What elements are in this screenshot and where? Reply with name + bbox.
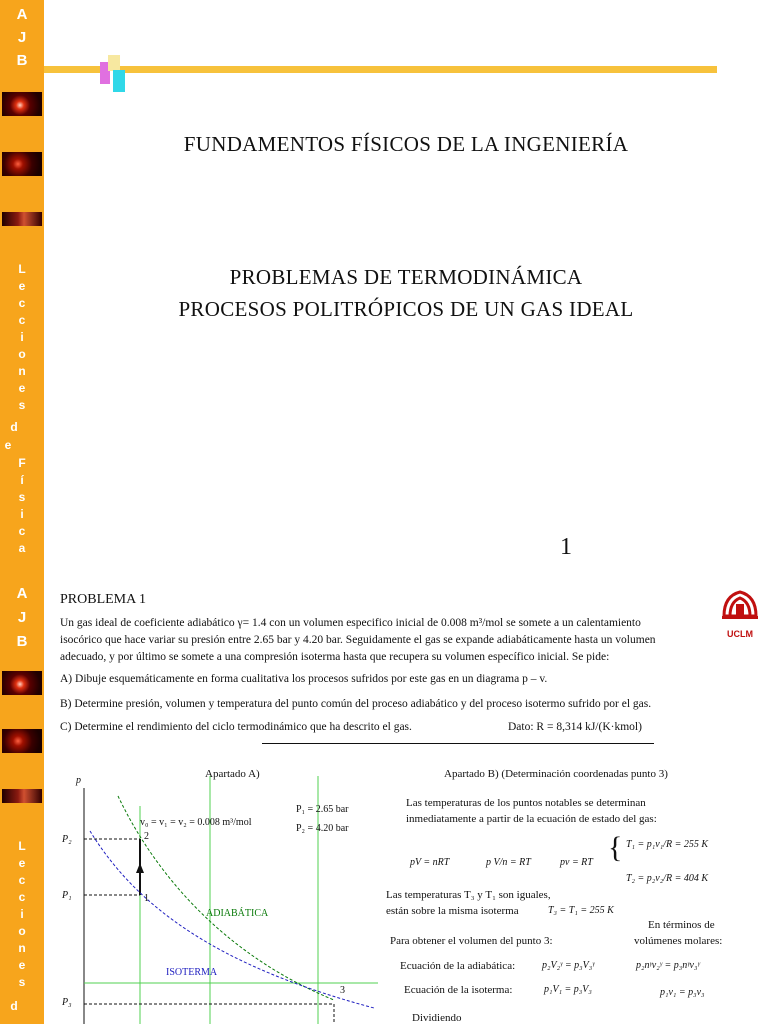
b-intro-line: inmediatamente a partir de la ecuación de estado del gas:	[406, 813, 657, 825]
p2-label: P₂	[62, 834, 72, 845]
molar-caption: En términos de	[648, 919, 715, 931]
sidebar-letter: i	[20, 330, 24, 344]
given-data: Dato: R = 8,314 kJ/(K·kmol)	[508, 721, 642, 733]
eq-state-specific: pv = RT	[560, 857, 593, 868]
sidebar-letter: c	[18, 296, 26, 310]
sidebar-letter: c	[18, 873, 26, 887]
uclm-emblem-icon	[720, 586, 760, 624]
sidebar-letter: c	[18, 524, 26, 538]
sidebar-letter: i	[20, 907, 24, 921]
eq-state-extensive: pV = nRT	[410, 857, 450, 868]
sidebar-letter: A	[16, 6, 28, 23]
eq-state-molar: p V/n = RT	[486, 857, 531, 868]
sidebar-letter: i	[20, 507, 24, 521]
sidebar-letter: n	[18, 941, 26, 955]
isotherm-eq-molar: p₁v₁ = p₃v₃	[660, 987, 705, 998]
sidebar-letter: F	[18, 456, 26, 470]
statement-line: isocórico que hace variar su presión entre 2.65 bar y 4.20 bar. Seguidamente el gas se expande adiabáticamente hasta un volumen	[60, 634, 656, 646]
sidebar-letter: o	[18, 347, 26, 361]
sidebar-letter: c	[18, 890, 26, 904]
sidebar-letter: í	[20, 473, 24, 487]
molar-caption: volúmenes molares:	[634, 935, 723, 947]
p-axis-label: p	[76, 775, 81, 786]
sidebar-letter: J	[17, 609, 27, 626]
b-intro-line: Las temperaturas de los puntos notables se determinan	[406, 797, 646, 809]
sidebar-photo	[2, 729, 42, 753]
sidebar	[0, 0, 44, 571]
t3-text: Las temperaturas T₃ y T₁ son iguales,	[386, 889, 551, 901]
sidebar-letter: J	[17, 29, 27, 46]
sidebar-letter: s	[18, 975, 26, 989]
brace-icon: {	[608, 831, 623, 864]
sidebar-letter: L	[18, 839, 26, 853]
point-1-label: 1	[144, 893, 149, 904]
isotherm-eq-label: Ecuación de la isoterma:	[404, 984, 513, 996]
sidebar-letter: e	[18, 381, 26, 395]
point-3-label: 3	[340, 985, 345, 996]
separator-line	[262, 743, 654, 744]
sidebar-letter: B	[16, 52, 28, 69]
statement-line: Un gas ideal de coeficiente adiabático γ= 1.4 con un volumen especifico inicial de 0.008 m³/mol se somete a un calentamiento	[60, 617, 641, 629]
adiabatic-eq: p₂V₂ᵞ = p₃V₃ᵞ	[542, 960, 595, 971]
sidebar-letter: A	[16, 585, 28, 602]
decor-block	[108, 55, 120, 71]
sidebar-letter: o	[18, 924, 26, 938]
sidebar-letter: s	[18, 398, 26, 412]
dividing-text: Dividiendo	[412, 1012, 462, 1024]
page-number: 1	[560, 534, 572, 560]
sidebar-letter: a	[18, 541, 26, 555]
section-a-caption: Apartado A)	[205, 768, 260, 780]
t2-formula: T₂ = p₂v₂/R = 404 K	[626, 873, 708, 884]
subtitle-line-1: PROBLEMAS DE TERMODINÁMICA	[229, 265, 583, 289]
p3-label: P₃	[62, 997, 72, 1008]
question-a: A) Dibuje esquemáticamente en forma cualitativa los procesos sufridos por este gas en un diagrama p – v.	[60, 673, 548, 685]
sidebar-letter: d	[10, 999, 18, 1013]
point-2-label: 2	[144, 831, 149, 842]
subtitle-line-2: PROCESOS POLITRÓPICOS DE UN GAS IDEAL	[178, 297, 634, 321]
sidebar-photo	[2, 92, 42, 116]
question-b: B) Determine presión, volumen y temperatura del punto común del proceso adiabático y del proceso isotermo sufrido por el gas.	[60, 698, 652, 710]
adiabatic-eq-molar: p₂nᵞv₂ᵞ = p₃nᵞv₃ᵞ	[636, 960, 700, 971]
uclm-logo	[718, 586, 762, 639]
problem-slide	[0, 571, 768, 1024]
isotherm-eq: p₁V₁ = p₃V₃	[544, 984, 592, 995]
sidebar-letter: c	[18, 313, 26, 327]
p1-value: P₁ = 2.65 bar	[296, 804, 349, 815]
sidebar-letter: e	[4, 438, 12, 452]
sidebar-letter: e	[18, 279, 26, 293]
sidebar-letter: s	[18, 490, 26, 504]
sidebar-photo	[2, 152, 42, 176]
sidebar-photo	[2, 789, 42, 803]
sidebar-letter: B	[16, 633, 28, 650]
sidebar	[0, 571, 44, 1024]
sidebar-letter: e	[18, 958, 26, 972]
adiabatic-label: ADIABÁTICA	[206, 908, 269, 919]
t3-text: están sobre la misma isoterma	[386, 905, 519, 917]
sidebar-letter: e	[18, 856, 26, 870]
t3-equation: T₃ = T₁ = 255 K	[548, 905, 614, 916]
sidebar-letter: n	[18, 364, 26, 378]
sidebar-letter: d	[10, 420, 18, 434]
t1-formula: T₁ = p₁v₁/R = 255 K	[626, 839, 708, 850]
v-equation: v₀ = v₁ = v₂ = 0.008 m³/mol	[140, 817, 252, 828]
header-rule	[120, 66, 717, 73]
isotherm-label: ISOTERMA	[166, 967, 218, 978]
statement-line: adecuado, y por último se somete a una compresión isoterma hasta que recupera su volumen específico inicial. Se pide:	[60, 651, 610, 663]
p2-value: P₂ = 4.20 bar	[296, 823, 349, 834]
sidebar-photo	[2, 212, 42, 226]
p1-label: P₁	[62, 890, 72, 901]
sidebar-letter: L	[18, 262, 26, 276]
sidebar-photo	[2, 671, 42, 695]
decor-block	[113, 70, 125, 92]
header-rule	[44, 66, 100, 73]
section-b-caption: Apartado B) (Determinación coordenadas punto 3)	[444, 768, 668, 780]
course-title: FUNDAMENTOS FÍSICOS DE LA INGENIERÍA	[183, 132, 629, 156]
isotherm-curve	[90, 831, 374, 1008]
logo-text: UCLM	[727, 629, 753, 639]
volume-intro: Para obtener el volumen del punto 3:	[390, 935, 553, 947]
problem-title: PROBLEMA 1	[60, 592, 146, 607]
adiabatic-eq-label: Ecuación de la adiabática:	[400, 960, 516, 972]
arrow-icon	[136, 863, 144, 873]
question-c: C) Determine el rendimiento del ciclo termodinámico que ha descrito el gas.	[60, 721, 412, 733]
